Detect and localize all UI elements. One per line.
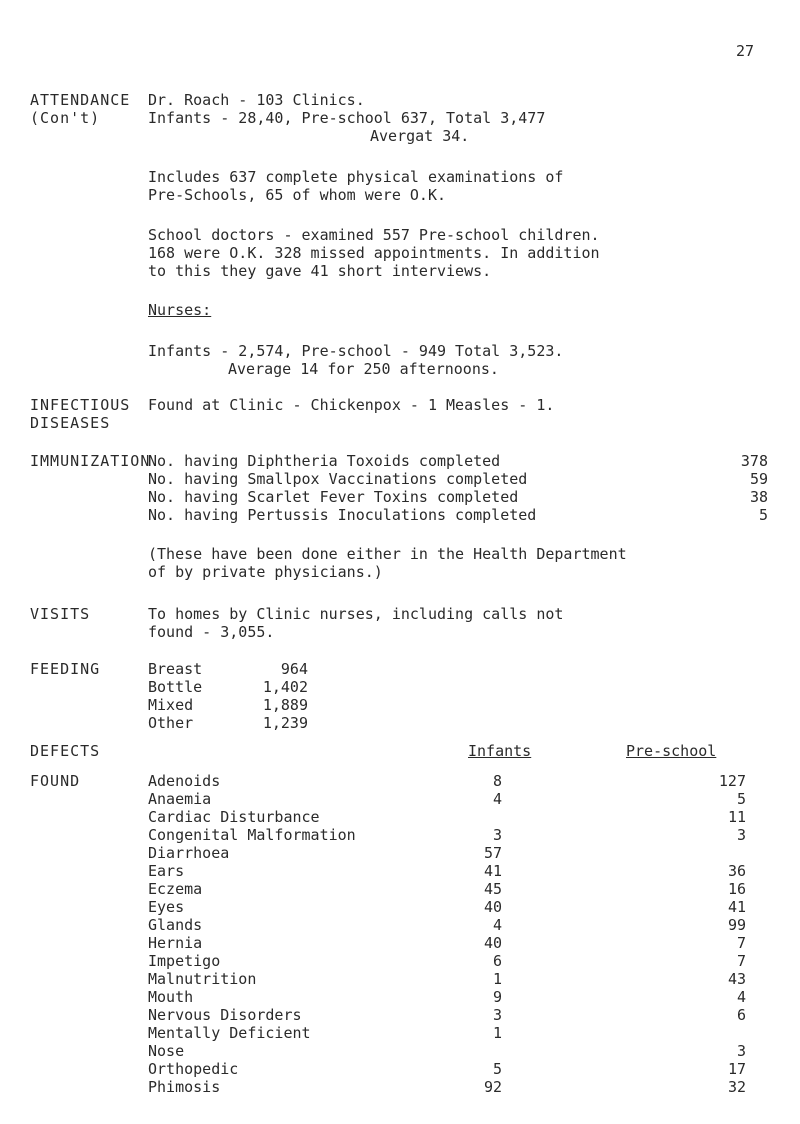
infants-count: 9 xyxy=(492,988,502,1006)
attendance-line: Infants - 28,40, Pre-school 637, Total 3,477 xyxy=(148,109,546,127)
table-row xyxy=(148,970,768,988)
defect-label: Diarrhoea xyxy=(148,844,230,862)
table-row xyxy=(148,808,768,826)
infants-count: 1 xyxy=(492,1024,502,1042)
defect-label: Mentally Deficient xyxy=(148,1024,311,1042)
defect-label: Adenoids xyxy=(148,772,221,790)
infants-count: 41 xyxy=(483,862,502,880)
table-row xyxy=(148,1024,768,1042)
feeding-row xyxy=(148,696,308,714)
infants-count: 57 xyxy=(483,844,502,862)
defect-label: Glands xyxy=(148,916,203,934)
section-heading-immunization: IMMUNIZATION xyxy=(30,452,151,470)
immunization-value: 38 xyxy=(749,488,768,506)
section-heading-attendance: ATTENDANCE xyxy=(30,91,131,109)
immunization-label: No. having Pertussis Inoculations completed xyxy=(148,506,537,524)
table-row xyxy=(148,790,768,808)
defect-label: Eyes xyxy=(148,898,185,916)
defect-label: Phimosis xyxy=(148,1078,221,1096)
preschool-count: 4 xyxy=(736,988,746,1006)
infants-count: 1 xyxy=(492,970,502,988)
nurses-label: Nurses: xyxy=(148,301,212,319)
preschool-count: 7 xyxy=(736,934,746,952)
column-header-preschool: Pre-school xyxy=(626,742,717,760)
table-row xyxy=(148,898,768,916)
attendance-line: Avergat 34. xyxy=(370,127,470,145)
table-row xyxy=(148,1078,768,1096)
preschool-count: 3 xyxy=(736,1042,746,1060)
immunization-row xyxy=(148,452,768,470)
attendance-line: Pre-Schools, 65 of whom were O.K. xyxy=(148,186,447,204)
feeding-value: 1,402 xyxy=(262,678,308,696)
infants-count: 4 xyxy=(492,790,502,808)
feeding-row xyxy=(148,714,308,732)
table-row xyxy=(148,1006,768,1024)
preschool-count: 99 xyxy=(727,916,746,934)
table-row xyxy=(148,916,768,934)
feeding-value: 1,239 xyxy=(262,714,308,732)
defect-label: Impetigo xyxy=(148,952,221,970)
table-row xyxy=(148,844,768,862)
table-row xyxy=(148,826,768,844)
table-row xyxy=(148,772,768,790)
infants-count: 4 xyxy=(492,916,502,934)
section-heading-infectious: INFECTIOUS xyxy=(30,396,131,414)
infants-count: 8 xyxy=(492,772,502,790)
attendance-line: Dr. Roach - 103 Clinics. xyxy=(148,91,365,109)
defect-label: Ears xyxy=(148,862,185,880)
preschool-count: 36 xyxy=(727,862,746,880)
attendance-line: 168 were O.K. 328 missed appointments. In addition xyxy=(148,244,600,262)
defect-label: Mouth xyxy=(148,988,194,1006)
feeding-value: 964 xyxy=(280,660,308,678)
attendance-line: to this they gave 41 short interviews. xyxy=(148,262,492,280)
feeding-label: Mixed xyxy=(148,696,194,714)
defect-label: Cardiac Disturbance xyxy=(148,808,320,826)
section-heading-diseases: DISEASES xyxy=(30,414,111,432)
page-number: 27 xyxy=(736,42,755,60)
column-header-infants: Infants xyxy=(468,742,532,760)
table-row xyxy=(148,952,768,970)
table-row xyxy=(148,988,768,1006)
attendance-line: Average 14 for 250 afternoons. xyxy=(228,360,499,378)
infants-count: 45 xyxy=(483,880,502,898)
table-row xyxy=(148,880,768,898)
infants-count: 92 xyxy=(483,1078,502,1096)
visits-line: found - 3,055. xyxy=(148,623,275,641)
defect-label: Malnutrition xyxy=(148,970,257,988)
table-row xyxy=(148,934,768,952)
preschool-count: 127 xyxy=(718,772,746,790)
defect-label: Eczema xyxy=(148,880,203,898)
infants-count: 5 xyxy=(492,1060,502,1078)
section-heading-visits: VISITS xyxy=(30,605,91,623)
table-row xyxy=(148,862,768,880)
attendance-line: Includes 637 complete physical examinations of xyxy=(148,168,564,186)
infants-count: 40 xyxy=(483,934,502,952)
feeding-row xyxy=(148,678,308,696)
feeding-label: Breast xyxy=(148,660,203,678)
feeding-row xyxy=(148,660,308,678)
immunization-row xyxy=(148,470,768,488)
preschool-count: 11 xyxy=(727,808,746,826)
attendance-line: Infants - 2,574, Pre-school - 949 Total 3,523. xyxy=(148,342,564,360)
immunization-value: 59 xyxy=(749,470,768,488)
defect-label: Hernia xyxy=(148,934,203,952)
infants-count: 3 xyxy=(492,826,502,844)
section-heading-found: FOUND xyxy=(30,772,81,790)
infectious-found-text: Found at Clinic - Chickenpox - 1 Measles - 1. xyxy=(148,396,555,414)
feeding-label: Bottle xyxy=(148,678,203,696)
section-heading-defects: DEFECTS xyxy=(30,742,101,760)
defect-label: Nose xyxy=(148,1042,185,1060)
defect-label: Congenital Malformation xyxy=(148,826,356,844)
preschool-count: 3 xyxy=(736,826,746,844)
immunization-note: of by private physicians.) xyxy=(148,563,383,581)
immunization-label: No. having Diphtheria Toxoids completed xyxy=(148,452,501,470)
section-heading-feeding: FEEDING xyxy=(30,660,101,678)
immunization-value: 378 xyxy=(740,452,768,470)
feeding-value: 1,889 xyxy=(262,696,308,714)
feeding-label: Other xyxy=(148,714,194,732)
defect-label: Nervous Disorders xyxy=(148,1006,302,1024)
table-row xyxy=(148,1060,768,1078)
preschool-count: 7 xyxy=(736,952,746,970)
preschool-count: 5 xyxy=(736,790,746,808)
preschool-count: 6 xyxy=(736,1006,746,1024)
attendance-line: School doctors - examined 557 Pre-school children. xyxy=(148,226,600,244)
infants-count: 40 xyxy=(483,898,502,916)
defect-label: Orthopedic xyxy=(148,1060,239,1078)
table-row xyxy=(148,1042,768,1060)
immunization-note: (These have been done either in the Health Department xyxy=(148,545,627,563)
preschool-count: 43 xyxy=(727,970,746,988)
infants-count: 3 xyxy=(492,1006,502,1024)
preschool-count: 17 xyxy=(727,1060,746,1078)
infants-count: 6 xyxy=(492,952,502,970)
preschool-count: 16 xyxy=(727,880,746,898)
immunization-row xyxy=(148,488,768,506)
immunization-label: No. having Scarlet Fever Toxins completed xyxy=(148,488,519,506)
preschool-count: 41 xyxy=(727,898,746,916)
section-subheading-attendance: (Con't) xyxy=(30,109,101,127)
immunization-row xyxy=(148,506,768,524)
visits-line: To homes by Clinic nurses, including calls not xyxy=(148,605,564,623)
immunization-label: No. having Smallpox Vaccinations completed xyxy=(148,470,528,488)
immunization-value: 5 xyxy=(758,506,768,524)
defect-label: Anaemia xyxy=(148,790,212,808)
preschool-count: 32 xyxy=(727,1078,746,1096)
